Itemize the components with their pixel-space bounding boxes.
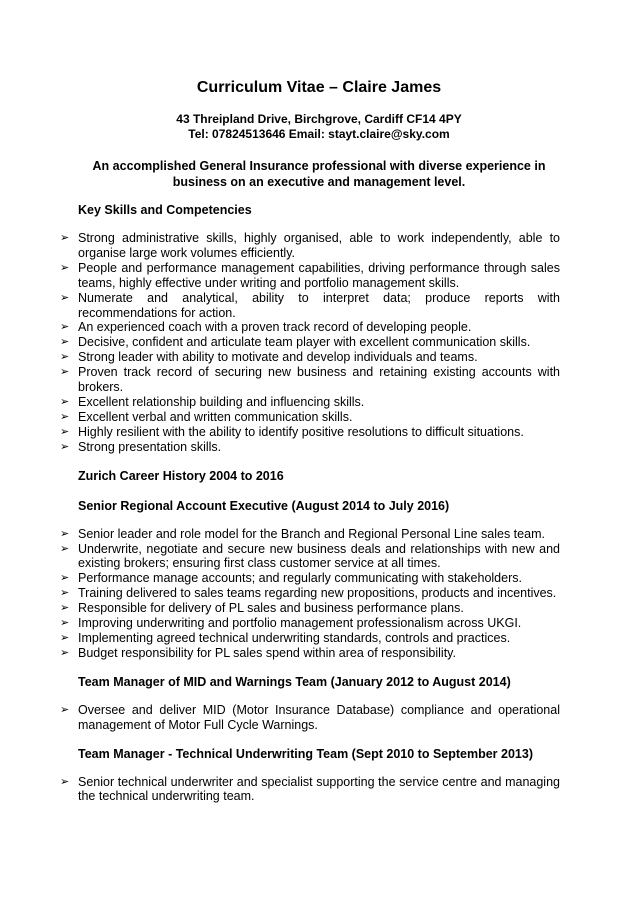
list-item: ➢ Proven track record of securing new business and retaining existing accounts with brokers. [60,365,560,395]
list-item: ➢ Performance manage accounts; and regularly communicating with stakeholders. [60,571,522,586]
arrow-bullet-icon: ➢ [60,542,70,555]
list-item: ➢ Senior leader and role model for the Branch and Regional Personal Line sales team. [60,526,545,541]
list-item: ➢ Numerate and analytical, ability to interpret data; produce reports with recommendations for action. [60,290,560,320]
list-item: ➢ Decisive, confident and articulate team player with excellent communication skills. [60,335,531,350]
list-item: ➢ People and performance management capabilities, driving performance through sales teams, highly effective under writing and portfolio management skills. [60,260,560,290]
profile-summary [78,158,560,190]
arrow-bullet-icon: ➢ [60,291,70,304]
list-item: ➢ Excellent verbal and written communication skills. [60,409,353,424]
arrow-bullet-icon: ➢ [60,631,70,644]
summary-line: business on an executive and management level. [172,175,466,189]
list-item: ➢ Highly resilient with the ability to identify positive resolutions to difficult situations. [60,424,524,439]
arrow-bullet-icon: ➢ [60,232,70,244]
role-duties-list [60,703,560,733]
arrow-bullet-icon: ➢ [60,425,70,438]
role-title: Senior Regional Account Executive (August 2014 to July 2016) [78,498,450,513]
arrow-bullet-icon: ➢ [60,336,70,349]
section-heading-key-skills: Key Skills and Competencies [78,203,252,217]
arrow-bullet-icon: ➢ [60,366,70,379]
key-skills-list [60,231,560,455]
list-item: ➢ Strong presentation skills. [60,439,222,454]
arrow-bullet-icon: ➢ [60,572,70,585]
list-item: ➢ Implementing agreed technical underwriting standards, controls and practices. [60,630,511,645]
section-heading-career-history: Zurich Career History 2004 to 2016 [78,468,284,483]
list-item: ➢ Senior technical underwriter and specialist supporting the service centre and managing the technical underwriting team. [60,774,560,804]
address-line: 43 Threipland Drive, Birchgrove, Cardiff CF14 4PY [176,112,462,126]
role-title: Team Manager - Technical Underwriting Team (Sept 2010 to September 2013) [78,746,533,761]
list-item: ➢ Oversee and deliver MID (Motor Insurance Database) compliance and operational management of Motor Full Cycle Warnings. [60,702,560,732]
arrow-bullet-icon: ➢ [60,351,70,364]
arrow-bullet-icon: ➢ [60,527,70,540]
arrow-bullet-icon: ➢ [60,602,70,615]
arrow-bullet-icon: ➢ [60,617,70,630]
role-title: Team Manager of MID and Warnings Team (January 2012 to August 2014) [78,674,511,689]
arrow-bullet-icon: ➢ [60,646,70,659]
list-item: ➢ An experienced coach with a proven track record of developing people. [60,320,472,335]
arrow-bullet-icon: ➢ [60,395,70,408]
role-duties-list [60,527,560,661]
summary-line: An accomplished General Insurance professional with diverse experience in [92,159,546,173]
arrow-bullet-icon: ➢ [60,410,70,423]
arrow-bullet-icon: ➢ [60,587,70,600]
role-duties-list [60,775,560,805]
list-item: ➢ Excellent relationship building and influencing skills. [60,394,365,409]
list-item: ➢ Underwrite, negotiate and secure new business deals and relationships with new and existing brokers; ensuring first class customer service at all times. [60,541,560,571]
arrow-bullet-icon: ➢ [60,775,70,788]
list-item: ➢ Improving underwriting and portfolio management professionalism across UKGI. [60,616,522,631]
cv-title: Curriculum Vitae – Claire James [196,79,442,96]
list-item: ➢ Budget responsibility for PL sales spend within area of responsibility. [60,645,456,660]
list-item: ➢ Strong administrative skills, highly organised, able to work independently, able to organise large work volumes efficiently. [60,231,560,260]
list-item: ➢ Strong leader with ability to motivate and develop individuals and teams. [60,350,478,365]
contact-line: Tel: 07824513646 Email: stayt.claire@sky.com [188,127,450,141]
list-item: ➢ Training delivered to sales teams regarding new propositions, products and incentives. [60,586,557,601]
list-item: ➢ Responsible for delivery of PL sales and business performance plans. [60,601,464,616]
arrow-bullet-icon: ➢ [60,261,70,274]
contact-block [78,112,560,142]
arrow-bullet-icon: ➢ [60,440,70,453]
arrow-bullet-icon: ➢ [60,703,70,716]
arrow-bullet-icon: ➢ [60,321,70,334]
